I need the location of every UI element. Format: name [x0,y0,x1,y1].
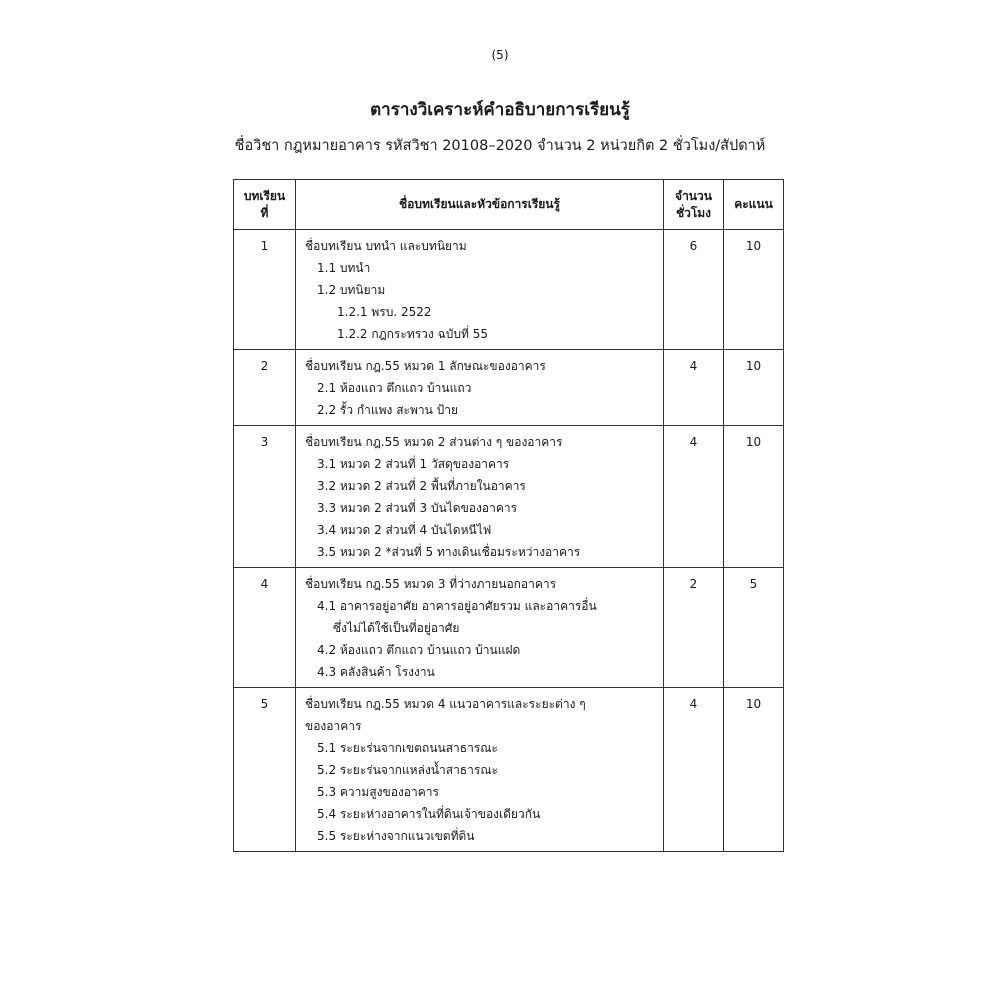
lesson-subtopic-line: ซึ่งไม่ได้ใช้เป็นที่อยู่อาศัย [333,621,460,635]
header-lesson-number-line1: บทเรียน [243,188,286,203]
lesson-number-cell: 1 [234,230,296,350]
lesson-title-line: ของอาคาร [305,719,362,733]
lesson-subtopic-line: 1.1 บทนำ [317,261,371,275]
table-row [234,688,784,852]
lesson-number-cell: 3 [234,426,296,568]
table-header-row [234,180,784,230]
lesson-subtopic-line: 5.1 ระยะร่นจากเขตถนนสาธารณะ [317,741,498,755]
hours-cell: 4 [664,350,724,426]
lesson-subtopic-line: 5.4 ระยะห่างอาคารในที่ดินเจ้าของเดียวกัน [317,807,541,821]
score-cell: 10 [724,350,784,426]
lesson-topic-cell [296,568,664,688]
lesson-topic-cell [296,688,664,852]
hours-cell: 4 [664,688,724,852]
score-cell: 10 [724,426,784,568]
table-row [234,350,784,426]
table-row [234,568,784,688]
header-hours-line2: ชั่วโมง [675,205,712,220]
lesson-subtopic-line: 2.1 ห้องแถว ตึกแถว บ้านแถว [317,381,472,395]
lesson-subtopic-line: 2.2 รั้ว กำแพง สะพาน ป้าย [317,403,459,417]
header-lesson-number-line2: ที่ [260,205,269,220]
lesson-subtopic-line: 5.3 ความสูงของอาคาร [317,785,439,799]
table-row [234,230,784,350]
lesson-subtopic-line: 3.2 หมวด 2 ส่วนที่ 2 พื้นที่ภายในอาคาร [317,479,526,493]
lesson-subtopic-line: 3.4 หมวด 2 ส่วนที่ 4 บันไดหนีไฟ [317,523,492,537]
lesson-subtopic-line: 1.2.1 พรบ. 2522 [337,305,432,319]
lesson-subtopic-line: 1.2.2 กฎกระทรวง ฉบับที่ 55 [337,327,488,341]
lesson-analysis-table [233,179,784,852]
lesson-title-line: ชื่อบทเรียน บทนำ และบทนิยาม [305,239,467,253]
hours-cell: 6 [664,230,724,350]
score-cell: 5 [724,568,784,688]
hours-cell: 4 [664,426,724,568]
lesson-subtopic-line: 1.2 บทนิยาม [317,283,386,297]
lesson-title-line: ชื่อบทเรียน กฎ.55 หมวด 1 ลักษณะของอาคาร [305,359,546,373]
header-hours-line1: จำนวน [675,188,712,203]
lesson-topic-cell [296,350,664,426]
course-info-subtitle: ชื่อวิชา กฎหมายอาคาร รหัสวิชา 20108–2020 จำนวน 2 หน่วยกิต 2 ชั่วโมง/สัปดาห์ [234,138,766,154]
lesson-subtopic-line: 3.1 หมวด 2 ส่วนที่ 1 วัสดุของอาคาร [317,457,510,471]
lesson-title-line: ชื่อบทเรียน กฎ.55 หมวด 3 ที่ว่างภายนอกอาคาร [305,577,557,591]
lesson-title-line: ชื่อบทเรียน กฎ.55 หมวด 2 ส่วนต่าง ๆ ของอาคาร [305,435,563,449]
lesson-number-cell: 5 [234,688,296,852]
table-body [234,230,784,852]
lesson-subtopic-line: 5.2 ระยะร่นจากแหล่งน้ำสาธารณะ [317,763,498,777]
lesson-subtopic-line: 3.3 หมวด 2 ส่วนที่ 3 บันไดของอาคาร [317,501,518,515]
lesson-topic-cell [296,230,664,350]
header-hours [664,180,724,230]
lesson-number-cell: 2 [234,350,296,426]
score-cell: 10 [724,230,784,350]
lesson-subtopic-line: 4.1 อาคารอยู่อาศัย อาคารอยู่อาศัยรวม และอาคารอื่น [317,599,597,613]
document-title: ตารางวิเคราะห์คำอธิบายการเรียนรู้ [370,100,630,120]
lesson-subtopic-line: 3.5 หมวด 2 *ส่วนที่ 5 ทางเดินเชื่อมระหว่างอาคาร [317,545,581,559]
lesson-topic-cell [296,426,664,568]
lesson-subtopic-line: 4.3 คลังสินค้า โรงงาน [317,665,435,679]
lesson-subtopic-line: 5.5 ระยะห่างจากแนวเขตที่ดิน [317,829,475,843]
lesson-title-line: ชื่อบทเรียน กฎ.55 หมวด 4 แนวอาคารและระยะต่าง ๆ [305,697,586,711]
page-number: (5) [491,48,509,62]
header-score: คะแนน [724,180,784,230]
table-row [234,426,784,568]
hours-cell: 2 [664,568,724,688]
lesson-subtopic-line: 4.2 ห้องแถว ตึกแถว บ้านแถว บ้านแฝด [317,643,521,657]
lesson-number-cell: 4 [234,568,296,688]
header-topic: ชื่อบทเรียนและหัวข้อการเรียนรู้ [296,180,664,230]
header-lesson-number [234,180,296,230]
score-cell: 10 [724,688,784,852]
